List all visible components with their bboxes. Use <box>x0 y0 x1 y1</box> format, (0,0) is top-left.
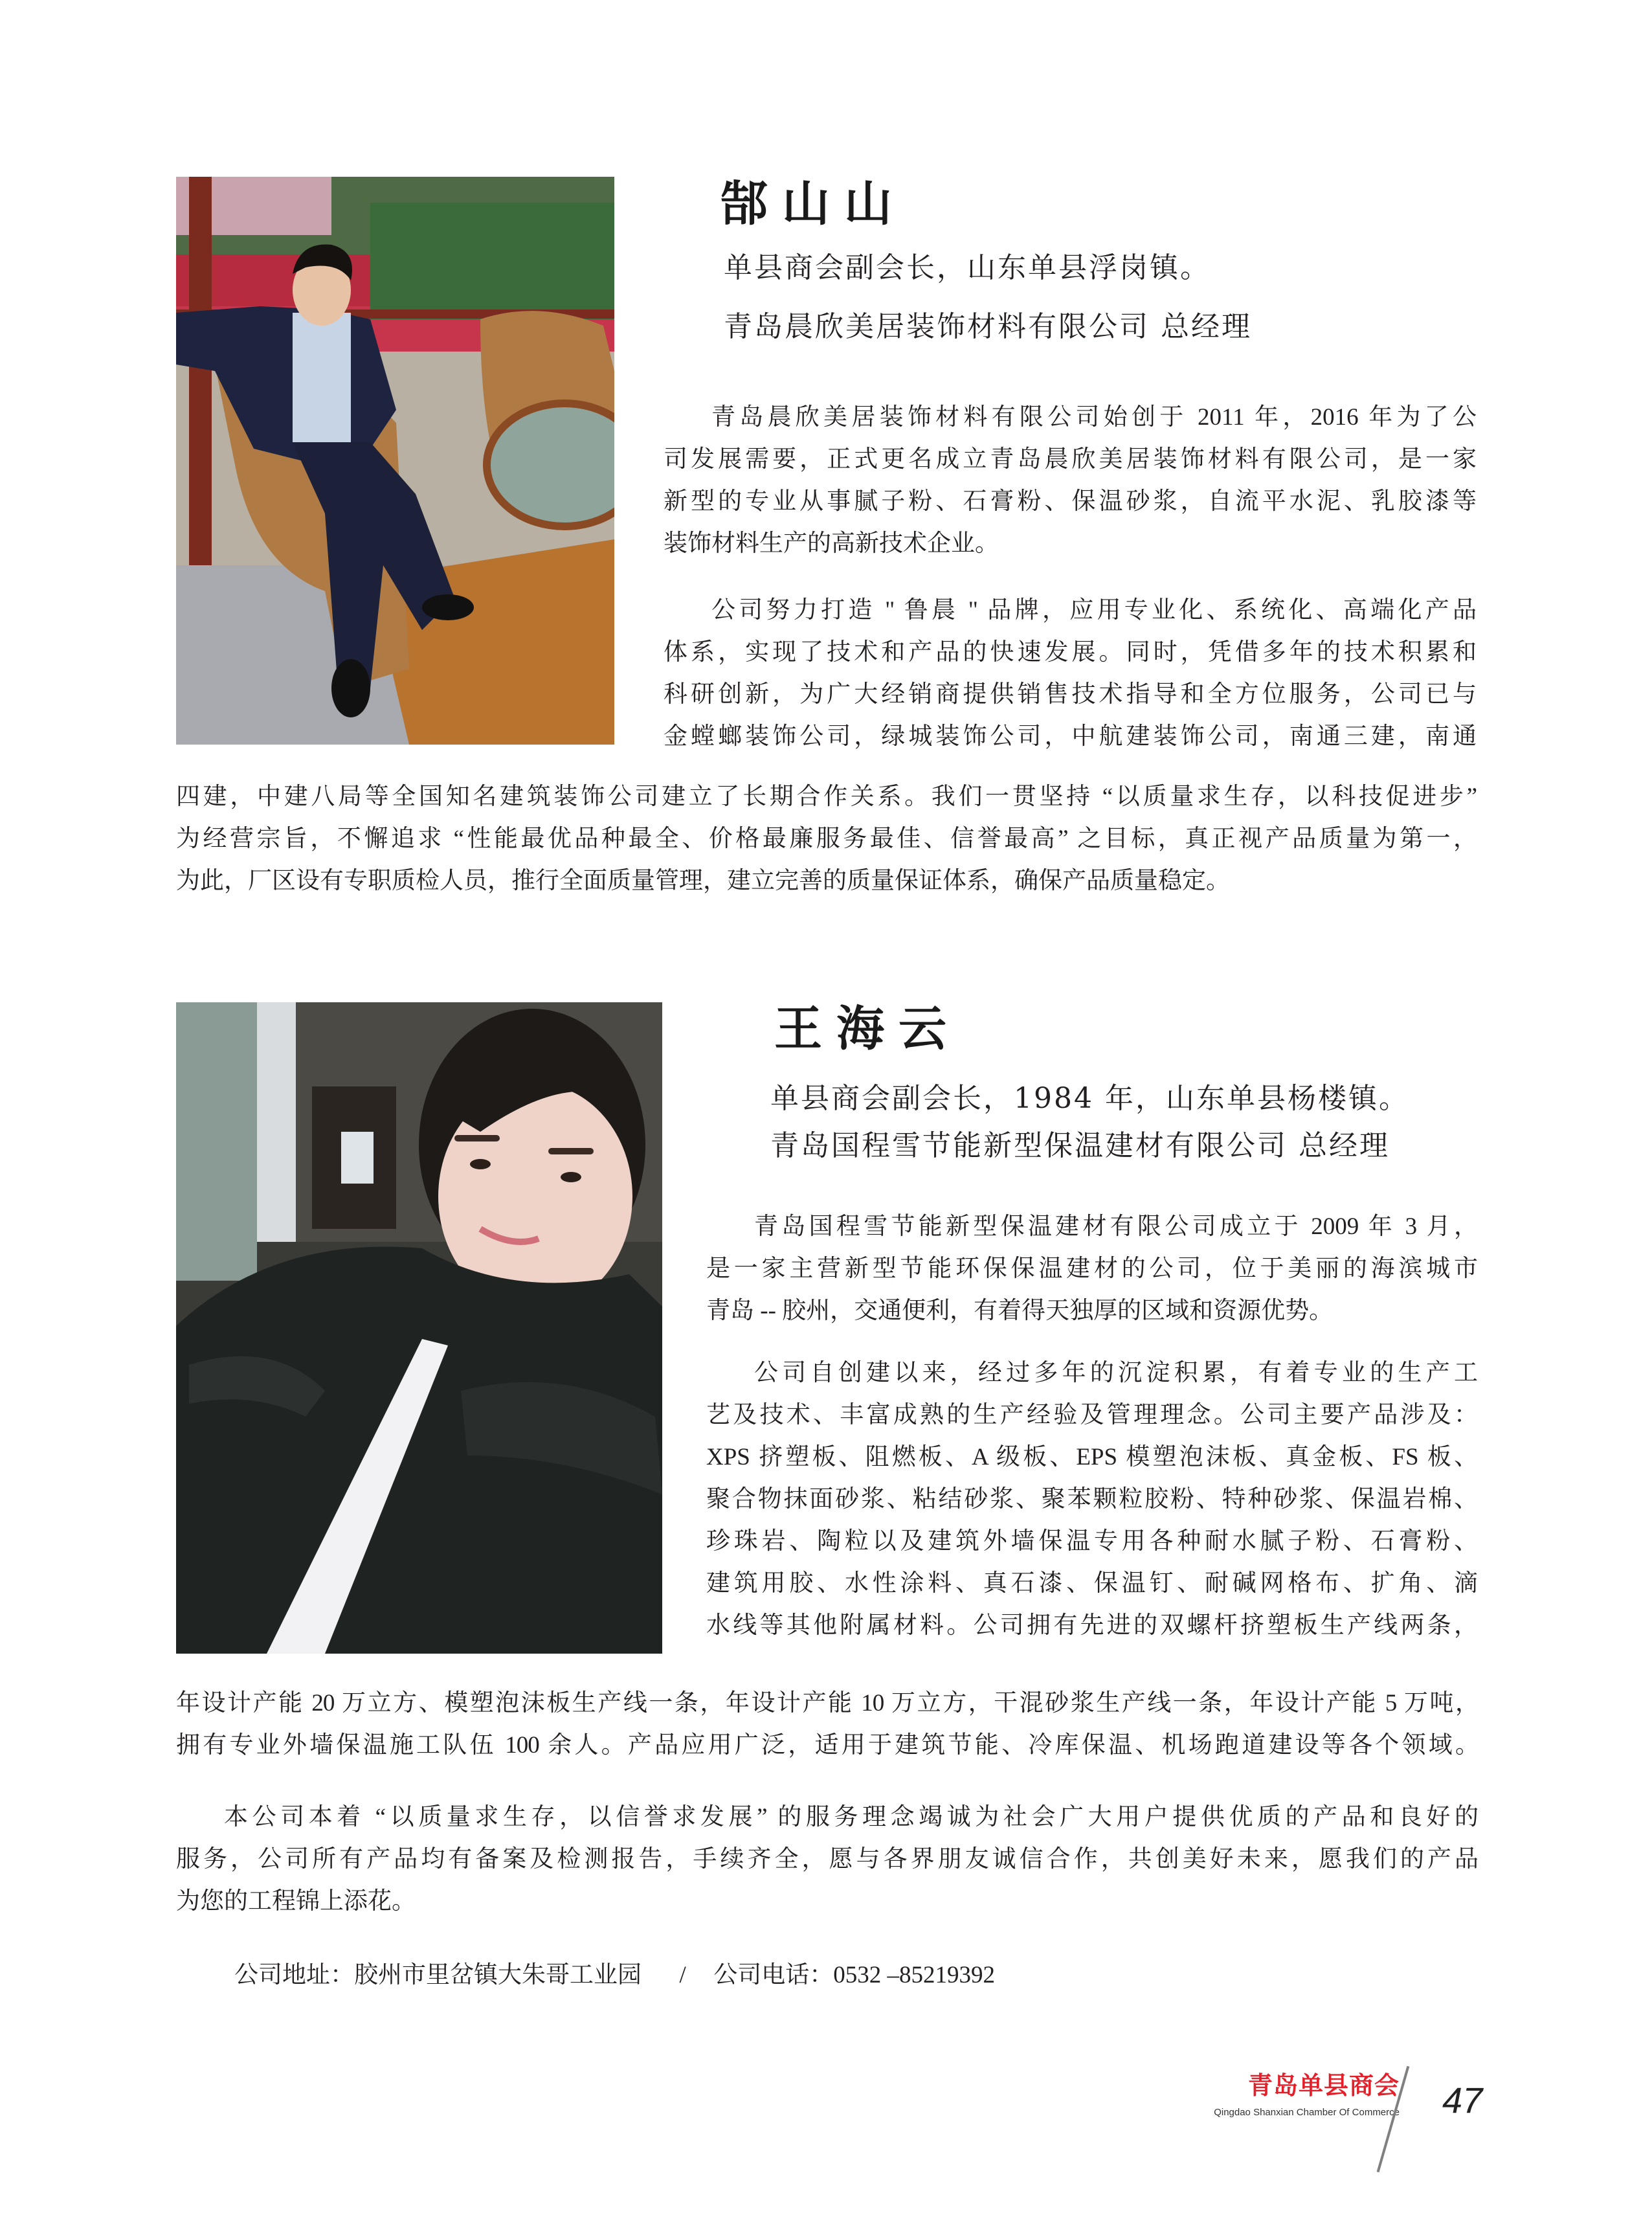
profile-2-paragraph-continued <box>176 1682 1479 1766</box>
text-line: 为经营宗旨，不懈追求 “性能最优品种最全、价格最廉服务最佳、信誉最高” 之目标，真正视产品质量为第一， <box>176 826 1477 852</box>
footer-brand-logo: 青岛单县商会 <box>1247 2071 1400 2100</box>
text-line: 青岛晨欣美居装饰材料有限公司始创于 2011 年，2016 年为了公 <box>711 404 1477 431</box>
text-line: 四建，中建八局等全国知名建筑装饰公司建立了长期合作关系。我们一贯坚持 “以质量求生存，以科技促进步” <box>176 783 1477 810</box>
text-line: 本公司本着 “以质量求生存，以信誉求发展” 的服务理念竭诚为社会广大用户提供优质的产品和良好的 <box>224 1804 1479 1830</box>
text-line: 装饰材料生产的高新技术企业。 <box>664 530 999 557</box>
profile-1-paragraph-2 <box>664 589 1477 758</box>
text-line: 公司努力打造 " 鲁晨 " 品牌，应用专业化、系统化、高端化产品 <box>711 597 1477 624</box>
profile-1-paragraph-1 <box>664 396 1477 565</box>
profile-1-company-title: 青岛晨欣美居装饰材料有限公司 总经理 <box>724 310 1252 343</box>
text-line: 体系，实现了技术和产品的快速发展。同时，凭借多年的技术积累和 <box>664 639 1477 666</box>
phone-label: 公司电话： <box>713 1962 834 1988</box>
text-line: 年设计产能 20 万立方、模塑泡沫板生产线一条，年设计产能 10 万立方，干混砂浆生产线一条，年设计产能 5 万吨， <box>176 1690 1479 1716</box>
contact-separator: / <box>679 1962 686 1988</box>
text-line: 公司自创建以来，经过多年的沉淀积累，有着专业的生产工 <box>754 1360 1478 1386</box>
text-line: 水线等其他附属材料。公司拥有先进的双螺杆挤塑板生产线两条， <box>706 1612 1478 1639</box>
text-line: 为您的工程锦上添花。 <box>176 1888 416 1915</box>
text-line: 建筑用胶、水性涂料、真石漆、保温钉、耐碱网格布、扩角、滴 <box>706 1570 1478 1597</box>
address-label: 公司地址： <box>234 1962 354 1988</box>
profile-2-name: 王海云 <box>774 1001 961 1057</box>
profile-2-closing-paragraph <box>176 1796 1479 1922</box>
text-line: 科研创新，为广大经销商提供销售技术指导和全方位服务，公司已与 <box>664 681 1477 708</box>
profile-1-position: 单县商会副会长，山东单县浮岗镇。 <box>724 251 1211 284</box>
profile-2-position: 单县商会副会长，1984 年，山东单县杨楼镇。 <box>770 1082 1409 1115</box>
text-line: 金螳螂装饰公司，绿城装饰公司，中航建装饰公司，南通三建，南通 <box>664 723 1477 750</box>
profile-1-name: 郜山山 <box>720 176 906 232</box>
text-line: 珍珠岩、陶粒以及建筑外墙保温专用各种耐水腻子粉、石膏粉、 <box>706 1528 1478 1555</box>
text-line: 为此，厂区设有专职质检人员，推行全面质量管理，建立完善的质量保证体系，确保产品质量稳定。 <box>176 868 1230 894</box>
text-line: 聚合物抹面砂浆、粘结砂浆、聚苯颗粒胶粉、特种砂浆、保温岩棉、 <box>706 1486 1478 1512</box>
profile-2-photo <box>176 1002 662 1654</box>
portrait-man-image <box>176 177 614 745</box>
profile-1-paragraph-continued <box>176 776 1477 902</box>
text-line: 新型的专业从事腻子粉、石膏粉、保温砂浆，自流平水泥、乳胶漆等 <box>664 488 1477 515</box>
phone-value: 0532 –85219392 <box>833 1962 996 1988</box>
text-line: 是一家主营新型节能环保保温建材的公司，位于美丽的海滨城市 <box>706 1255 1478 1282</box>
text-line: 服务，公司所有产品均有备案及检测报告，手续齐全，愿与各界朋友诚信合作，共创美好未来，愿我们的产品 <box>176 1846 1479 1872</box>
text-line: 拥有专业外墙保温施工队伍 100 余人。产品应用广泛，适用于建筑节能、冷库保温、机场跑道建设等各个领域。 <box>176 1732 1479 1759</box>
profile-2-paragraph-2 <box>706 1352 1478 1647</box>
text-line: 青岛国程雪节能新型保温建材有限公司成立于 2009 年 3 月， <box>754 1213 1478 1240</box>
portrait-woman-image <box>176 1002 662 1654</box>
footer-brand-english: Qingdao Shanxian Chamber Of Commerce <box>1214 2107 1400 2118</box>
page-number: 47 <box>1442 2080 1483 2120</box>
text-line: 司发展需要，正式更名成立青岛晨欣美居装饰材料有限公司，是一家 <box>664 446 1477 473</box>
address-value: 胶州市里岔镇大朱哥工业园 <box>354 1962 642 1988</box>
text-line: 艺及技术、丰富成熟的生产经验及管理理念。公司主要产品涉及： <box>706 1402 1478 1428</box>
profile-2-paragraph-1 <box>706 1206 1478 1332</box>
profile-2-company-title: 青岛国程雪节能新型保温建材有限公司 总经理 <box>770 1129 1390 1162</box>
text-line: XPS 挤塑板、阻燃板、A 级板、EPS 模塑泡沫板、真金板、FS 板、 <box>706 1444 1478 1470</box>
text-line: 青岛 -- 胶州，交通便利，有着得天独厚的区域和资源优势。 <box>706 1298 1334 1324</box>
profile-1-photo <box>176 177 614 745</box>
company-contact <box>234 1954 1141 1996</box>
